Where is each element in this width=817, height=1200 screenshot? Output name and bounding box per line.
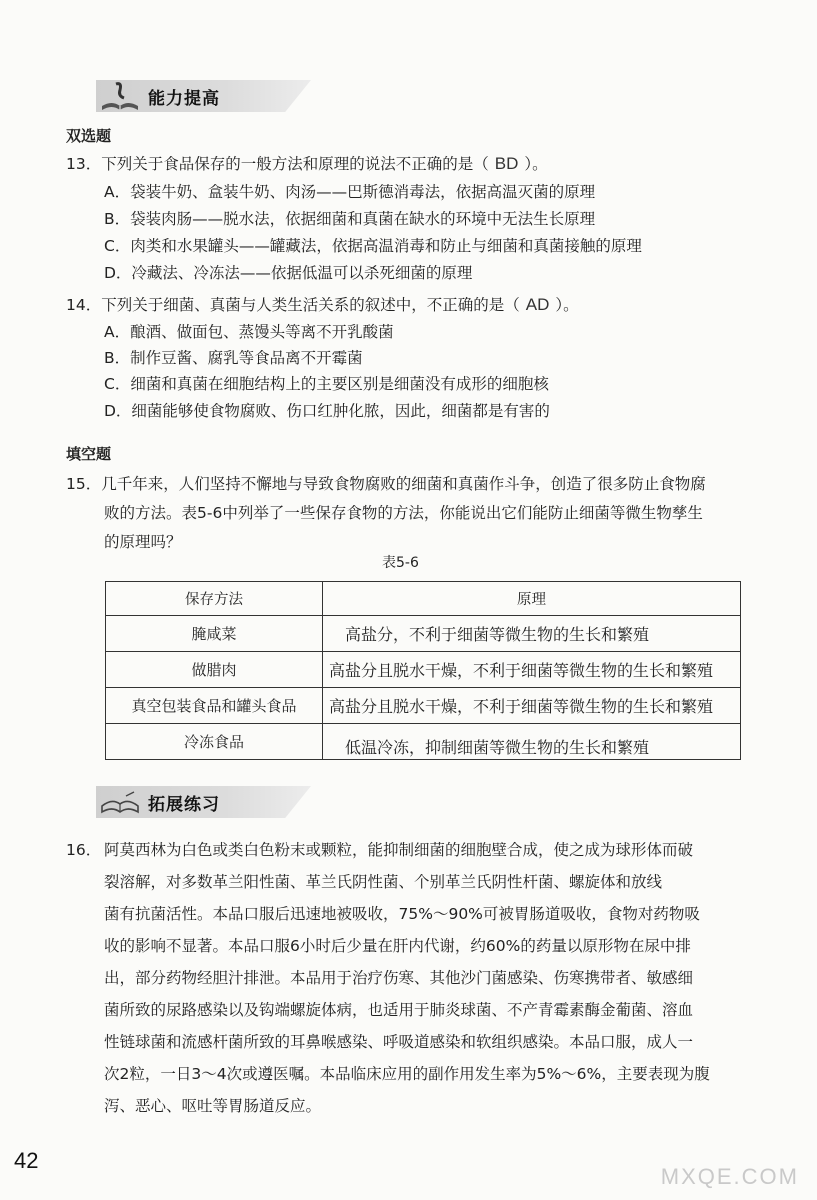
q13-option-d: D．冷藏法、冷冻法——依据低温可以杀死细菌的原理 <box>104 264 473 282</box>
q14-option-c: C．细菌和真菌在细胞结构上的主要区别是细菌没有成形的细胞核 <box>104 375 549 393</box>
q13-stem-before: 13．下列关于食品保存的一般方法和原理的说法不正确的是（ <box>66 155 489 173</box>
q16-line: 次2粒，一日3～4次或遵医嘱。本品临床应用的副作用发生率为5%～6%，主要表现为腹 <box>104 1065 710 1083</box>
table-row <box>106 652 741 688</box>
q14-stem <box>66 293 579 317</box>
q13-option-c: C．肉类和水果罐头——罐藏法，依据高温消毒和防止与细菌和真菌接触的原理 <box>104 237 642 255</box>
q16-text <box>104 834 772 1122</box>
section-banner-extension <box>96 782 316 822</box>
table-cell-method: 冷冻食品 <box>106 724 323 760</box>
q16-line: 阿莫西林为白色或类白色粉末或颗粒，能抑制细菌的细胞壁合成，使之成为球形体而破 <box>104 841 694 859</box>
table-cell-method: 真空包装食品和罐头食品 <box>106 688 323 724</box>
table-cell-method: 做腊肉 <box>106 652 323 688</box>
table-header-row <box>106 582 741 616</box>
table-row <box>106 616 741 652</box>
q14-stem-after: ）。 <box>555 296 579 314</box>
q13-option-b: B．袋装肉肠——脱水法，依据细菌和真菌在缺水的环境中无法生长原理 <box>104 210 596 228</box>
q14-answer: AD <box>525 295 550 314</box>
table-cell-principle: 高盐分且脱水干燥，不利于细菌等微生物的生长和繁殖 <box>323 652 741 688</box>
q14-option-b: B．制作豆酱、腐乳等食品离不开霉菌 <box>104 349 363 367</box>
open-book-icon <box>98 784 142 820</box>
q15-line-1: 15．几千年来，人们坚持不懈地与导致食物腐败的细菌和真菌作斗争，创造了很多防止食物腐 <box>66 475 706 493</box>
book-pencil-icon <box>98 78 142 114</box>
q13-option-a: A．袋装牛奶、盒装牛奶、肉汤——巴斯德消毒法，依据高温灭菌的原理 <box>104 183 596 201</box>
table-caption: 表5-6 <box>382 555 419 571</box>
q16-paragraph <box>66 834 772 1122</box>
table-cell-principle: 低温冷冻，抑制细菌等微生物的生长和繁殖 <box>323 724 741 760</box>
q14-option-d: D．细菌能够使食物腐败、伤口红肿化脓，因此，细菌都是有害的 <box>104 402 550 420</box>
table-cell-principle: 高盐分且脱水干燥，不利于细菌等微生物的生长和繁殖 <box>323 688 741 724</box>
section-title: 拓展练习 <box>148 794 220 815</box>
q16-line: 裂溶解，对多数革兰阳性菌、革兰氏阴性菌、个别革兰氏阴性杆菌、螺旋体和放线 <box>104 873 663 891</box>
q15-line-3: 的原理吗？ <box>104 533 182 551</box>
heading-fill-blank: 填空题 <box>66 445 112 463</box>
table-header-method: 保存方法 <box>106 582 323 616</box>
q14-stem-before: 14．下列关于细菌、真菌与人类生活关系的叙述中，不正确的是（ <box>66 296 520 314</box>
q13-stem-after: ）。 <box>524 155 548 173</box>
q16-line: 出，部分药物经胆汁排泄。本品用于治疗伤寒、其他沙门菌感染、伤寒携带者、敏感细 <box>104 969 694 987</box>
q14-option-a: A．酿酒、做面包、蒸馒头等离不开乳酸菌 <box>104 323 394 341</box>
preservation-table <box>105 581 741 760</box>
q16-number: 16． <box>66 841 102 859</box>
heading-multi-choice: 双选题 <box>66 127 112 145</box>
q16-line: 性链球菌和流感杆菌所致的耳鼻喉感染、呼吸道感染和软组织感染。本品口服，成人一 <box>104 1033 694 1051</box>
watermark: MXQE.COM <box>660 1164 799 1189</box>
q15-line-2: 败的方法。表5-6中列举了一些保存食物的方法，你能说出它们能防止细菌等微生物孳生 <box>104 504 703 522</box>
q13-stem <box>66 152 548 176</box>
table-row <box>106 724 741 760</box>
q16-line: 收的影响不显著。本品口服6小时后少量在肝内代谢，约60%的药量以原形物在尿中排 <box>104 937 691 955</box>
q16-line: 菌所致的尿路感染以及钩端螺旋体病，也适用于肺炎球菌、不产青霉素酶金葡菌、溶血 <box>104 1001 694 1019</box>
q16-line: 泻、恶心、呕吐等胃肠道反应。 <box>104 1097 322 1115</box>
table-row <box>106 688 741 724</box>
page-number: 42 <box>14 1148 39 1173</box>
section-title: 能力提高 <box>148 88 220 109</box>
section-banner-ability <box>96 76 316 116</box>
table-cell-method: 腌咸菜 <box>106 616 323 652</box>
q16-line: 菌有抗菌活性。本品口服后迅速地被吸收，75%～90%可被胃肠道吸收，食物对药物吸 <box>104 905 700 923</box>
q13-answer: BD <box>494 154 519 173</box>
table-header-principle: 原理 <box>323 582 741 616</box>
table-cell-principle: 高盐分，不利于细菌等微生物的生长和繁殖 <box>323 616 741 652</box>
